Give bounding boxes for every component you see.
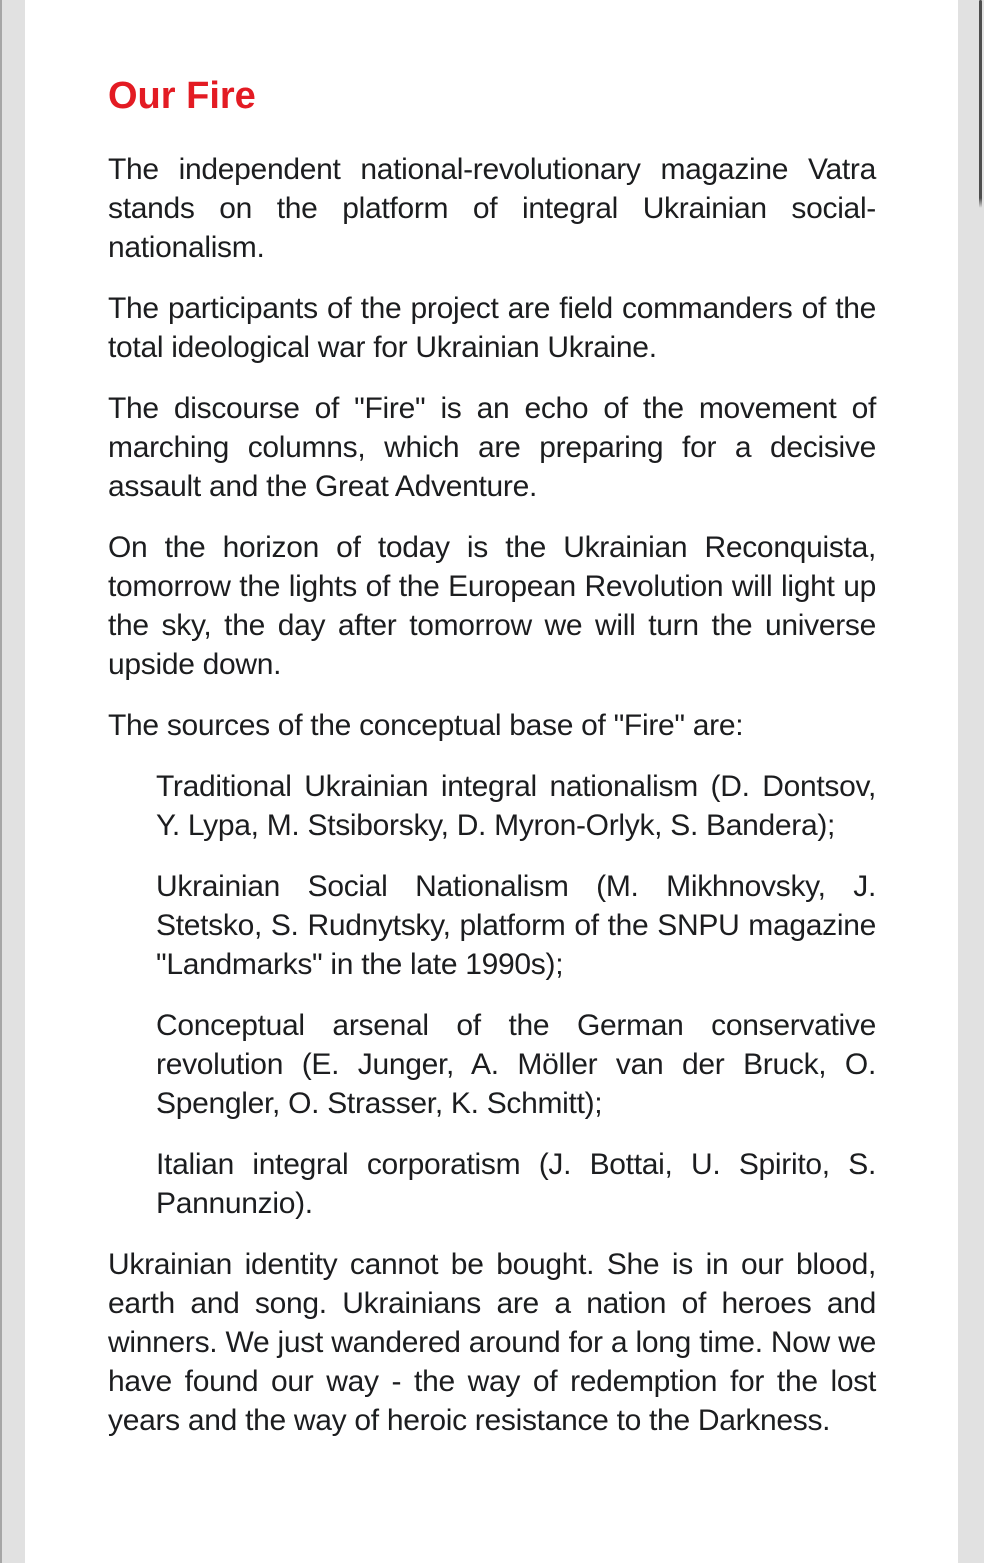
intro-paragraph-3: The discourse of "Fire" is an echo of the movement of marching columns, which are preparing for a decisive assault and the Great Adventure. [108,392,876,503]
window-left-edge [0,0,2,1563]
list-item-3: Conceptual arsenal of the German conservative revolution (E. Junger, A. Möller van der Bruck, O. Spengler, O. Strasser, K. Schmitt); [156,1009,876,1120]
scrollbar-thumb[interactable] [979,0,982,208]
list-item-2: Ukrainian Social Nationalism (M. Mikhnovsky, J. Stetsko, S. Rudnytsky, platform of the SNPU magazine "Landmarks" in the late 1990s); [156,870,876,981]
intro-paragraph-1: The independent national-revolutionary magazine Vatra stands on the platform of integral Ukrainian social-nationalism. [108,153,876,264]
page-title: Our Fire [108,75,256,117]
article-page [25,0,958,1563]
intro-paragraph-2: The participants of the project are field commanders of the total ideological war for Ukrainian Ukraine. [108,292,876,364]
list-item-1: Traditional Ukrainian integral nationalism (D. Dontsov, Y. Lypa, M. Stsiborsky, D. Myron-Orlyk, S. Bandera); [156,770,876,842]
intro-paragraph-4: On the horizon of today is the Ukrainian Reconquista, tomorrow the lights of the European Revolution will light up the sky, the day after tomorrow we will turn the universe upside down. [108,531,876,681]
closing-paragraph: Ukrainian identity cannot be bought. She is in our blood, earth and song. Ukrainians are a nation of heroes and winners. We just wandered around for a long time. Now we have found our way - the way of redemption for the lost years and the way of heroic resistance to the Darkness. [108,1248,876,1437]
list-item-4: Italian integral corporatism (J. Bottai, U. Spirito, S. Pannunzio). [156,1148,876,1220]
intro-paragraph-5: The sources of the conceptual base of "Fire" are: [108,709,744,742]
